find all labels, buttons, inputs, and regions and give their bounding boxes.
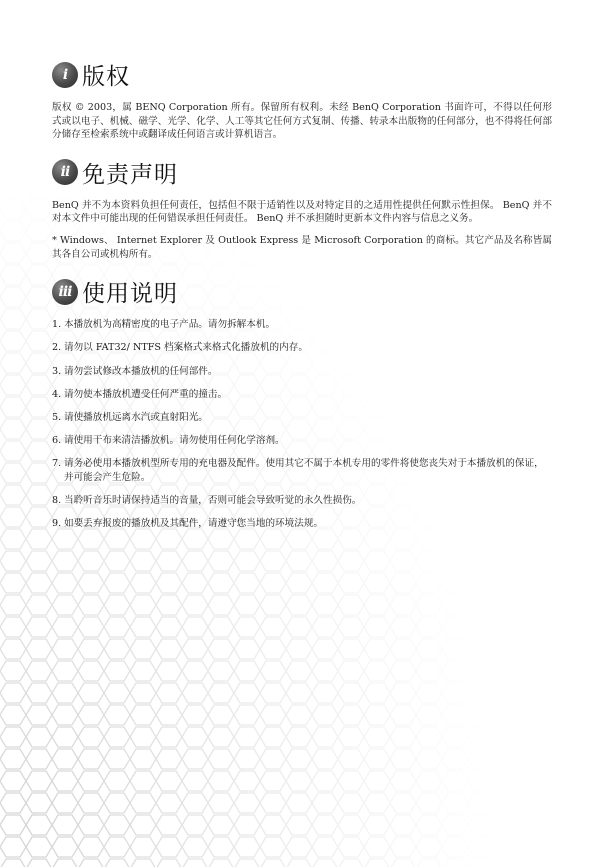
usage-section	[52, 275, 552, 531]
disclaimer-heading	[52, 156, 552, 189]
list-item: 3. 请勿尝试修改本播放机的任何部件。	[52, 365, 218, 377]
usage-title: 使用说明	[82, 281, 178, 308]
disclaimer-section	[52, 156, 552, 261]
roman-numeral-iii-icon: iii	[52, 279, 78, 305]
list-item: 8. 当聆听音乐时请保持适当的音量，否则可能会导致听觉的永久性损伤。	[52, 495, 362, 507]
usage-heading	[52, 275, 552, 308]
roman-numeral-i-icon: i	[52, 62, 78, 88]
disclaimer-text: BenQ 并不为本资料负担任何责任，包括但不限于适销性以及对特定目的之适用性提供任何默示性担保。 BenQ 并不对本文件中可能出现的任何错误承担任何责任。 BenQ 并不承担随时更新本文件内容与信息之义务。	[52, 199, 552, 225]
copyright-heading	[52, 58, 552, 91]
list-item: 2. 请勿以 FAT32/ NTFS 档案格式来格式化播放机的内存。	[52, 342, 308, 354]
usage-list	[52, 318, 552, 531]
list-item: 6. 请使用干布来清洁播放机。请勿使用任何化学溶剂。	[52, 435, 285, 447]
copyright-text: 版权 © 2003，属 BENQ Corporation 所有。保留所有权利。未经 BenQ Corporation 书面许可，不得以任何形式或以电子、机械、磁学、光学、化学、人工等其它任何方式复制、传播、转录本出版物的任何部分，也不得将任何部分储存至检索系统中或翻译成任何语言或计算机语言。	[52, 102, 552, 141]
list-item: 4. 请勿使本播放机遭受任何严重的撞击。	[52, 388, 228, 400]
page-content	[52, 58, 552, 545]
list-item: 5. 请使播放机远离水汽或直射阳光。	[52, 411, 208, 423]
trademark-text: * Windows、 Internet Explorer 及 Outlook Express 是 Microsoft Corporation 的商标。其它产品及名称皆属其各自公司或机构所有。	[52, 234, 552, 260]
list-item: 1. 本播放机为高精密度的电子产品。请勿拆解本机。	[52, 319, 276, 331]
roman-numeral-ii-icon: ii	[52, 159, 78, 185]
list-item: 7. 请务必使用本播放机型所专用的充电器及配件。使用其它不属于本机专用的零件将使您丧失对于本播放机的保证，并可能会产生危险。	[52, 458, 544, 483]
copyright-title: 版权	[82, 64, 130, 90]
disclaimer-title: 免责声明	[82, 161, 178, 188]
list-item: 9. 如要丢弃报废的播放机及其配件，请遵守您当地的环境法规。	[52, 518, 324, 530]
copyright-section	[52, 58, 552, 142]
